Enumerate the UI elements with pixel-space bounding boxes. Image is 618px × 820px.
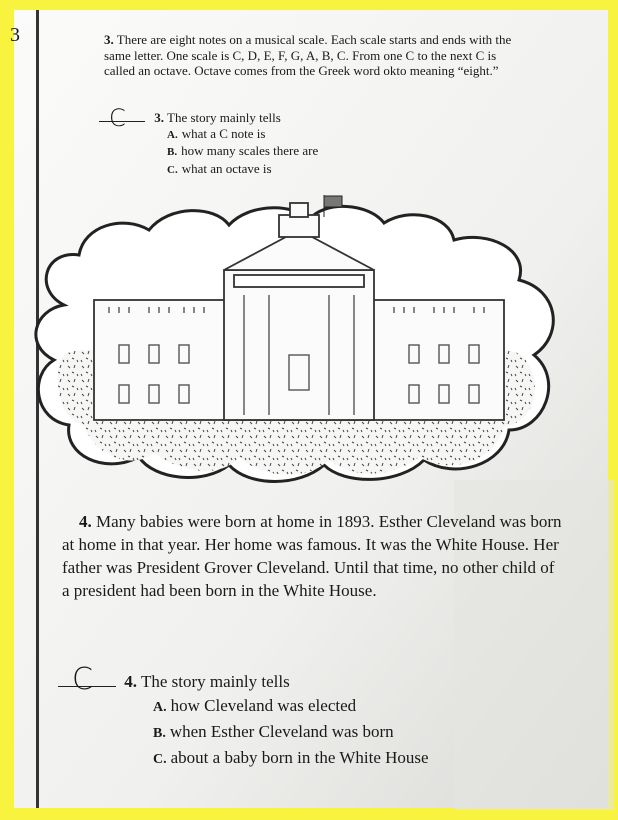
question-4-prompt: The story mainly tells <box>140 672 290 691</box>
option-3a[interactable]: A. what a C note is <box>167 125 266 141</box>
question-3-options <box>167 126 318 179</box>
margin-mark: 3 <box>10 24 20 46</box>
passage-3 <box>104 32 514 79</box>
passage-3-text: There are eight notes on a musical scale. Each scale starts and ends with the same letter. One scale is C, D, E, F, G, A, B, C. From one C to the next C is called an octave. Octave comes from the Greek word okto meaning “eight.” <box>104 32 512 78</box>
white-house-illustration <box>24 195 564 490</box>
option-4a[interactable]: A. how Cleveland was elected <box>153 696 357 715</box>
option-3c[interactable]: C. what an octave is <box>167 160 272 176</box>
answer-blank-4[interactable] <box>58 662 116 697</box>
option-4b[interactable]: B. when Esther Cleveland was born <box>153 722 394 741</box>
question-4-options <box>153 694 429 772</box>
answer-4-handwritten: C <box>72 662 93 697</box>
question-3-prompt: The story mainly tells <box>167 110 281 125</box>
answer-3-handwritten: C <box>109 104 126 132</box>
passage-4-number: 4. <box>79 512 92 531</box>
question-4 <box>58 662 429 772</box>
option-3b[interactable]: B. how many scales there are <box>167 143 319 158</box>
passage-4 <box>62 510 562 602</box>
worksheet-page <box>10 10 608 808</box>
answer-blank-3[interactable] <box>99 104 145 132</box>
passage-3-number: 3. <box>104 32 114 47</box>
question-4-number: 4. <box>124 672 137 691</box>
option-4c[interactable]: C. about a baby born in the White House <box>153 748 429 767</box>
question-3 <box>99 104 319 178</box>
passage-4-text: Many babies were born at home in 1893. Esther Cleveland was born at home in that year. Her home was famous. It was the White House. Her father was President Grover Cleveland. Until that time, no other child of a president had been born in the White House. <box>62 512 562 600</box>
question-3-number: 3. <box>154 110 164 125</box>
